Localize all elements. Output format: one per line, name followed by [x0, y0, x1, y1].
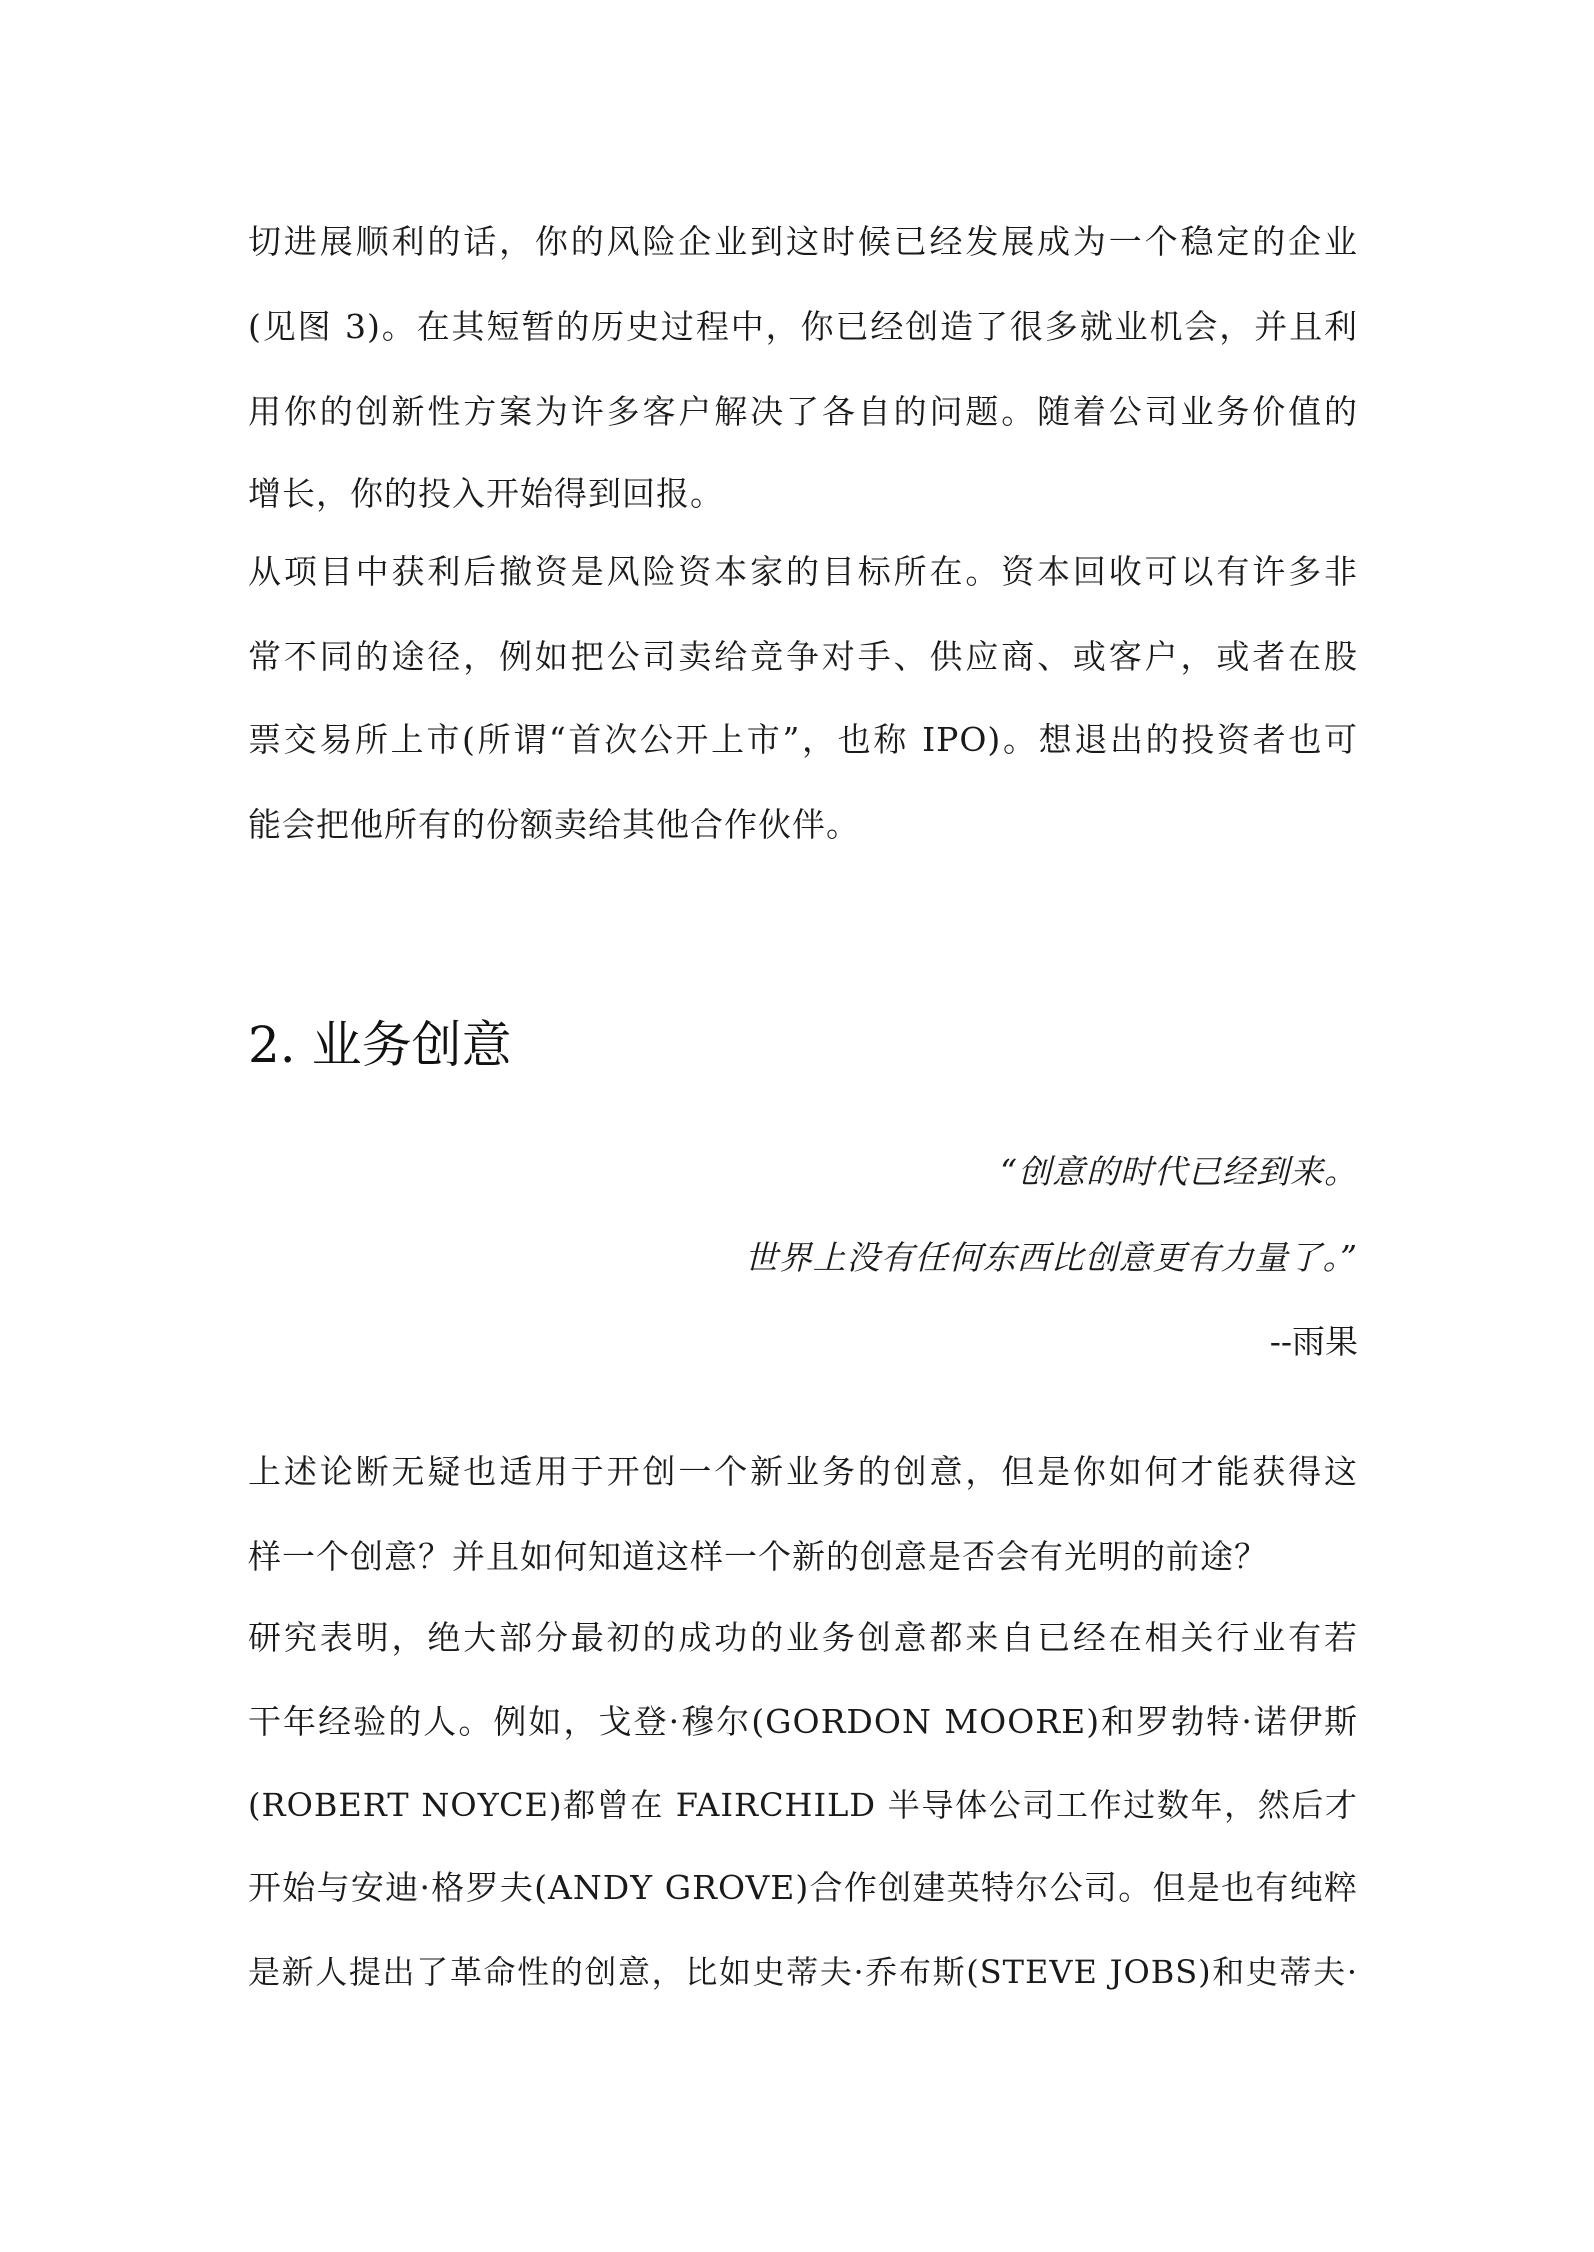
paragraph-line: 研究表明，绝大部分最初的成功的业务创意都来自已经在相关行业有若 [248, 1618, 1358, 1657]
paragraph-line: 上述论断无疑也适用于开创一个新业务的创意，但是你如何才能获得这 [248, 1452, 1358, 1491]
paragraph-line: 是新人提出了革命性的创意，比如史蒂夫·乔布斯(STEVE JOBS)和史蒂夫· [248, 1953, 1358, 1991]
paragraph-line: 能会把他所有的份额卖给其他合作伙伴。 [248, 805, 860, 844]
paragraph-line: (见图 3)。在其短暂的历史过程中，你已经创造了很多就业机会，并且利 [248, 307, 1358, 346]
paragraph-line: 从项目中获利后撤资是风险资本家的目标所在。资本回收可以有许多非 [248, 552, 1358, 591]
paragraph-line: 干年经验的人。例如，戈登·穆尔(GORDON MOORE)和罗勃特·诺伊斯 [248, 1702, 1358, 1741]
paragraph-line: 增长，你的投入开始得到回报。 [248, 474, 724, 513]
epigraph-quote-line: 世界上没有任何东西比创意更有力量了。” [744, 1238, 1358, 1277]
epigraph-quote-line: “创意的时代已经到来。 [1000, 1152, 1358, 1191]
paragraph-line: 切进展顺利的话，你的风险企业到这时候已经发展成为一个稳定的企业 [248, 222, 1358, 261]
paragraph-line: 样一个创意？并且如何知道这样一个新的创意是否会有光明的前途？ [248, 1537, 1268, 1576]
epigraph-attribution: --雨果 [1269, 1322, 1358, 1361]
paragraph-line: 开始与安迪·格罗夫(ANDY GROVE)合作创建英特尔公司。但是也有纯粹 [248, 1868, 1358, 1907]
paragraph-line: 常不同的途径，例如把公司卖给竞争对手、供应商、或客户，或者在股 [248, 637, 1358, 676]
paragraph-line: 票交易所上市(所谓“首次公开上市”，也称 IPO)。想退出的投资者也可 [248, 720, 1358, 759]
paragraph-line: 用你的创新性方案为许多客户解决了各自的问题。随着公司业务价值的 [248, 392, 1358, 431]
section-heading: 2. 业务创意 [248, 1016, 512, 1074]
paragraph-line: (ROBERT NOYCE)都曾在 FAIRCHILD 半导体公司工作过数年，然后才 [248, 1786, 1358, 1824]
